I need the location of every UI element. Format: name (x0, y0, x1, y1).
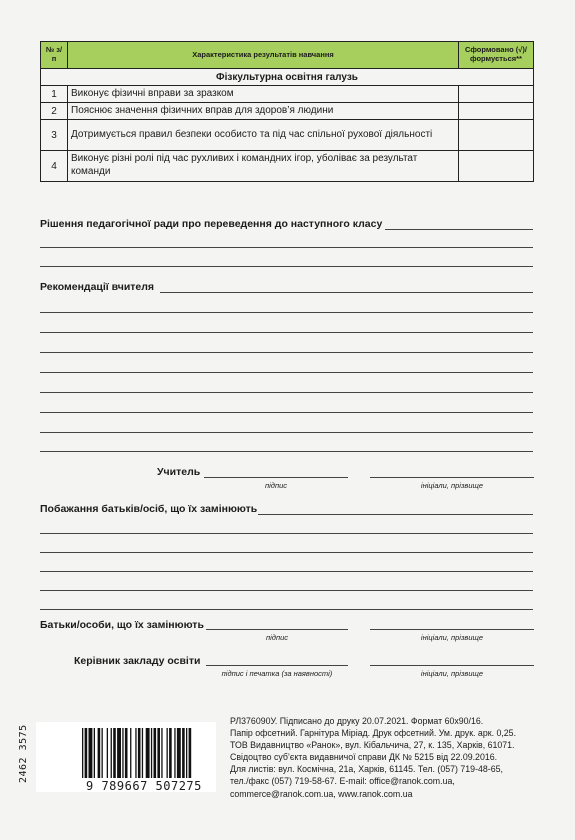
recommendations-line[interactable] (40, 332, 533, 333)
imprint-line: commerce@ranok.com.ua, www.ranok.com.ua (230, 788, 413, 799)
teacher-recommendations-label: Рекомендації вчителя (40, 281, 155, 293)
director-signature-line[interactable] (206, 665, 348, 666)
imprint-line: РЛ376090У. Підписано до друку 20.07.2021. Формат 60х90/16. (230, 716, 484, 726)
imprint-line: Папір офсетний. Гарнітура Міріад. Друк офсетний. Ум. друк. арк. 0,25. (230, 728, 517, 739)
row-status-cell[interactable] (459, 103, 534, 120)
imprint-line: тел./факс (057) 719-58-67. E-mail: office@ranok.com.ua, (230, 776, 455, 787)
teacher-signature-hint: підпис (265, 481, 287, 490)
parents-wishes-label: Побажання батьків/осіб, що їх замінюють (40, 503, 258, 515)
row-status-cell[interactable] (459, 120, 534, 151)
row-characteristic: Виконує різні ролі під час рухливих і командних ігор, уболіває за результат команди (68, 151, 459, 182)
parents-wishes-line[interactable] (258, 514, 533, 515)
table-row (41, 120, 534, 151)
director-signature-hint: підпис і печатка (за наявності) (221, 669, 333, 678)
header-characteristic: Характеристика результатів навчання (68, 42, 459, 69)
table-header-row (41, 42, 534, 69)
table-row (41, 151, 534, 182)
council-decision-line[interactable] (385, 229, 533, 230)
recommendations-line[interactable] (40, 392, 533, 393)
row-status-cell[interactable] (459, 151, 534, 182)
parents-wishes-line[interactable] (40, 533, 533, 534)
parents-initials-hint: ініціали, прізвище (420, 633, 484, 642)
recommendations-line[interactable] (40, 352, 533, 353)
recommendations-line[interactable] (40, 432, 533, 433)
table-row (41, 86, 534, 103)
barcode-digits: 9 789667 507275 (86, 779, 202, 793)
recommendations-line[interactable] (40, 312, 533, 313)
parents-label: Батьки/особи, що їх замінюють (40, 619, 204, 631)
table-section-row (41, 69, 534, 86)
parents-wishes-line[interactable] (40, 590, 533, 591)
table-row (41, 103, 534, 120)
teacher-signature-line[interactable] (204, 477, 348, 478)
council-decision-line[interactable] (40, 266, 533, 267)
director-initials-line[interactable] (370, 665, 534, 666)
director-initials-hint: ініціали, прізвище (420, 669, 484, 678)
header-number: № з/п (41, 42, 68, 69)
parents-signature-hint: підпис (266, 633, 288, 642)
parents-signature-line[interactable] (206, 629, 348, 630)
row-status-cell[interactable] (459, 86, 534, 103)
council-decision-line[interactable] (40, 247, 533, 248)
header-status: Сформовано (√)/ формується** (459, 42, 534, 69)
director-label: Керівник закладу освіти (74, 655, 201, 667)
imprint-block (230, 715, 550, 800)
council-decision-label: Рішення педагогічної ради про переведення до наступного класу (40, 218, 383, 230)
teacher-initials-hint: ініціали, прізвище (420, 481, 484, 490)
barcode-side-code: 2462 3575 (18, 724, 29, 783)
row-number: 1 (41, 86, 68, 103)
recommendations-line[interactable] (40, 372, 533, 373)
results-table (40, 41, 534, 182)
teacher-label: Учитель (157, 466, 201, 478)
row-number: 3 (41, 120, 68, 151)
parents-initials-line[interactable] (370, 629, 534, 630)
row-characteristic: Дотримується правил безпеки особисто та під час спільної рухової діяльності (68, 120, 459, 151)
imprint-line: Для листів: вул. Космічна, 21а, Харків, 61145. Тел. (057) 719-48-65, (230, 764, 503, 775)
row-characteristic: Виконує фізичні вправи за зразком (68, 86, 459, 103)
teacher-initials-line[interactable] (370, 477, 534, 478)
section-title: Фізкультурна освітня галузь (41, 69, 534, 86)
parents-wishes-line[interactable] (40, 552, 533, 553)
recommendations-line[interactable] (40, 451, 533, 452)
recommendations-line[interactable] (160, 292, 533, 293)
row-number: 2 (41, 103, 68, 120)
imprint-line: ТОВ Видавництво «Ранок», вул. Кібальчича, 27, к. 135, Харків, 61071. (230, 740, 515, 751)
row-number: 4 (41, 151, 68, 182)
imprint-line: Свідоцтво суб’єкта видавничої справи ДК № 5215 від 22.09.2016. (230, 752, 498, 763)
parents-wishes-line[interactable] (40, 609, 533, 610)
row-characteristic: Пояснює значення фізичних вправ для здоров’я людини (68, 103, 459, 120)
recommendations-line[interactable] (40, 412, 533, 413)
parents-wishes-line[interactable] (40, 571, 533, 572)
